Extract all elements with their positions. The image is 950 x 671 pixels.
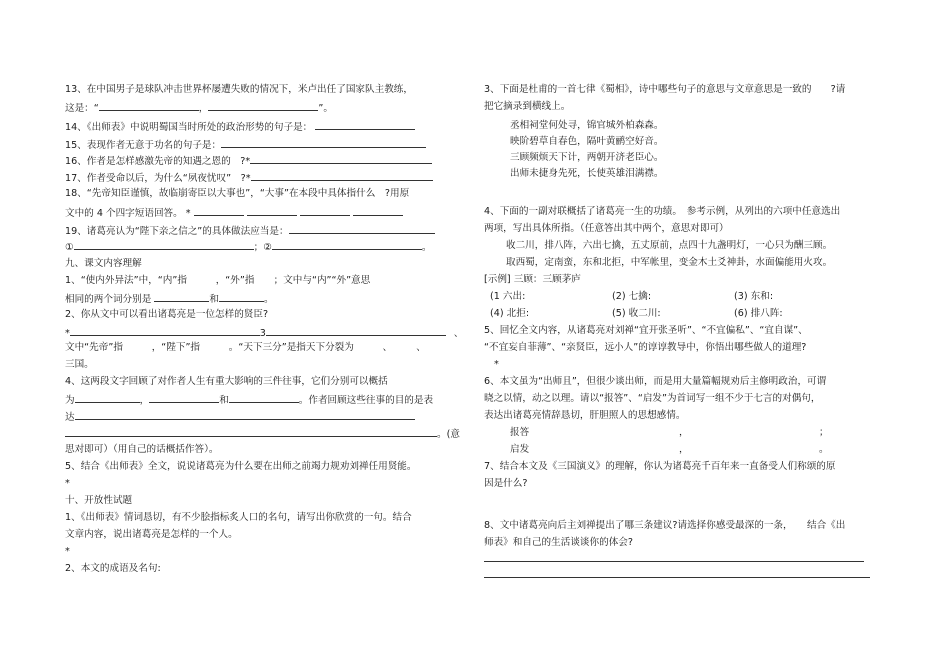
r-question-6-line1: 6、本文虽为“出师且”，但很少谈出师，而是用大量篇幅规劝后主修明政治，可谓 [484, 376, 827, 387]
answer-blank[interactable] [74, 240, 254, 250]
s9-q5-mark: * [65, 478, 70, 489]
section-9-heading: 九、课文内容理解 [65, 258, 142, 269]
answer-blank[interactable] [266, 326, 446, 336]
s9-q4-line3: 达 [65, 410, 415, 424]
r-question-5-line1: 5、回忆全文内容，从诸葛亮对刘禅“宜开张圣听”、“不宜偏私”、“宜自谋”、 [484, 325, 808, 336]
r-question-8-line2: 师表》和自己的生活谈谈你的体会? [484, 537, 633, 548]
answer-blank[interactable] [208, 101, 318, 111]
answer-line[interactable] [484, 561, 864, 562]
answer-blank[interactable] [75, 410, 415, 420]
question-14: 14、《出师表》中说明蜀国当时所处的政治形势的句子是： [65, 120, 415, 134]
answer-blank[interactable] [149, 393, 219, 403]
r-question-6-line2: 晓之以情，动之以理。请以“报答”、“启发”为首词写一组不少于七言的对偶句， [484, 393, 821, 404]
item-6: (6) 排八阵: [734, 308, 783, 319]
poem-line-2: 映阶碧草自春色，隔叶黄鹂空好音。 [510, 136, 664, 147]
s9-q4-line1: 4、这两段文字回顾了对作者人生有重大影响的三件往事，它们分别可以概括 [65, 376, 388, 387]
s9-q3: 文中“先帝”指 ，“陛下”指 。“天下三分”是指天下分裂为 、 、 [65, 342, 426, 353]
r-question-5-line2: “不宜妄自菲薄”、“亲贤臣，远小人”的谆谆教导中，你悟出哪些做人的道理? [484, 342, 807, 353]
couplet-line-1: 收二川，排八阵，六出七擒，五丈原前，点四十九盏明灯，一心只为酬三顾。 [506, 240, 833, 251]
answer-blank[interactable] [353, 206, 403, 216]
answer-blank[interactable] [272, 240, 422, 250]
poem-line-3: 三顾频烦天下计，两朝开济老臣心。 [510, 152, 664, 163]
answer-blank[interactable] [219, 292, 264, 302]
answer-blank[interactable] [251, 171, 433, 181]
poem-line-4: 出师未捷身先死，长使英雄泪满襟。 [510, 168, 664, 179]
s10-q1-mark: * [65, 546, 70, 557]
question-13-line1: 13、在中国男子是球队冲击世界杯屡遭失败的情况下，米卢出任了国家队主教练， [65, 84, 413, 95]
baoda-comma: ， [679, 427, 689, 438]
question-16: 16、作者是怎样感激先帝的知遇之恩的 ?* [65, 154, 432, 168]
question-17: 17、作者受命以后，为什么“夙夜忧叹” ?* [65, 171, 433, 185]
item-1: (1 六出: [490, 291, 526, 302]
baoda-label: 报答 [510, 427, 530, 438]
item-2: (2) 七擒: [612, 291, 652, 302]
answer-blank[interactable] [75, 393, 140, 403]
s9-q4-line2: 为 ， 和 。作者回顾这些往事的目的是表 [65, 395, 434, 406]
answer-blank[interactable] [70, 326, 260, 336]
answer-blank[interactable] [250, 154, 432, 164]
r-question-8-line1: 8、文中诸葛亮向后主刘禅提出了哪三条建议?请选择你感受最深的一条， 结合《出 [484, 520, 846, 531]
r-question-7-line1: 7、结合本文及《三国演义》的理解，你认为诸葛亮千百年来一直备受人们称颂的原 [484, 461, 836, 472]
item-5: (5) 收二川: [612, 308, 661, 319]
r-question-4-line1: 4、下面的一副对联概括了诸葛亮一生的功绩。 参考示例，从列出的六项中任意选出 [484, 206, 841, 217]
s9-q1-line2: 相同的两个词分别是 和 。 [65, 294, 274, 305]
example-line: [示例] 三顾：三顾茅庐 [484, 274, 581, 285]
answer-blank[interactable] [300, 206, 350, 216]
couplet-line-2: 取西蜀，定南蛮，东和北拒，中军帐里，变金木土爻神卦，水面偏能用火攻。 [506, 257, 833, 268]
question-18-line1: 18、“先帝知臣谨慎，故临崩寄臣以大事也”，“大事”在本段中具体指什么 ?用原 [65, 188, 410, 199]
question-13-line2: 这是：“ ， ”。 [65, 103, 333, 114]
s9-q2: 2、你从文中可以看出诸葛亮是一位怎样的贤臣? [65, 309, 269, 320]
question-19-line2: ① ；② 。 [65, 242, 432, 253]
s10-q1-line1: 1、《出师表》情词恳切，有不少脍指标炙人口的名句，请写出你欣赏的一句。结合 [65, 512, 412, 523]
s10-q1-line2: 文章内容，说出诸葛亮是怎样的一个人。 [65, 529, 238, 540]
question-18-line2: 文中的 4 个四字短语回答。 * [65, 206, 403, 220]
r-question-5-mark: * [494, 359, 499, 370]
answer-blank[interactable] [229, 393, 299, 403]
s9-q5: 5、结合《出师表》全文，说说诸葛亮为什么要在出师之前竭力规劝刘禅任用贤能。 [65, 461, 417, 472]
qifa-label: 启发 [510, 444, 530, 455]
s9-q4-line5: 思对即可）（用自己的话概括作答）。 [65, 444, 219, 455]
answer-blank[interactable] [194, 206, 244, 216]
answer-blank[interactable] [315, 120, 415, 130]
s9-q4-line4: 。(意 [65, 427, 460, 441]
question-19-line1: 19、诸葛亮认为“陛下亲之信之”的具体做法应当是： [65, 224, 435, 238]
answer-blank[interactable] [65, 427, 437, 437]
answer-blank[interactable] [247, 206, 297, 216]
answer-blank[interactable] [221, 138, 426, 148]
item-3: (3) 东和: [734, 291, 774, 302]
qifa-period: 。 [819, 444, 829, 455]
s9-q3-cont: 三国。 [65, 359, 94, 370]
answer-blank[interactable] [154, 292, 209, 302]
section-10-heading: 十、开放性试题 [65, 495, 133, 506]
r-question-3-line1: 3、下面是杜甫的一首七律《蜀相》，诗中哪些句子的意思与文章意思是一致的 ?请 [484, 84, 846, 95]
s9-q2-answer: * 3 、 [65, 328, 464, 339]
poem-line-1: 丞相祠堂何处寻，锦官城外柏森森。 [510, 120, 664, 131]
answer-line[interactable] [484, 577, 870, 578]
item-4: (4) 北拒: [490, 308, 530, 319]
s9-q1-line1: 1、“使内外异法”中，“内”指 ，“外”指 ；文中与“内”“外”意思 [65, 275, 371, 286]
baoda-semicolon: ； [819, 427, 829, 438]
answer-blank[interactable] [289, 224, 435, 234]
r-question-3-line2: 把它摘录到横线上。 [484, 101, 571, 112]
qifa-comma: ， [679, 444, 689, 455]
s10-q2: 2、本文的成语及名句: [65, 563, 161, 574]
r-question-7-line2: 因是什么? [484, 478, 528, 489]
answer-blank[interactable] [99, 101, 199, 111]
r-question-6-line3: 表达出诸葛亮情辞恳切，肝胆照人的思想感情。 [484, 410, 686, 421]
question-15: 15、表现作者无意于功名的句子是： [65, 138, 426, 152]
r-question-4-line2: 两项，写出具体所指。（任意答出其中两个，意思对即可） [484, 223, 729, 234]
